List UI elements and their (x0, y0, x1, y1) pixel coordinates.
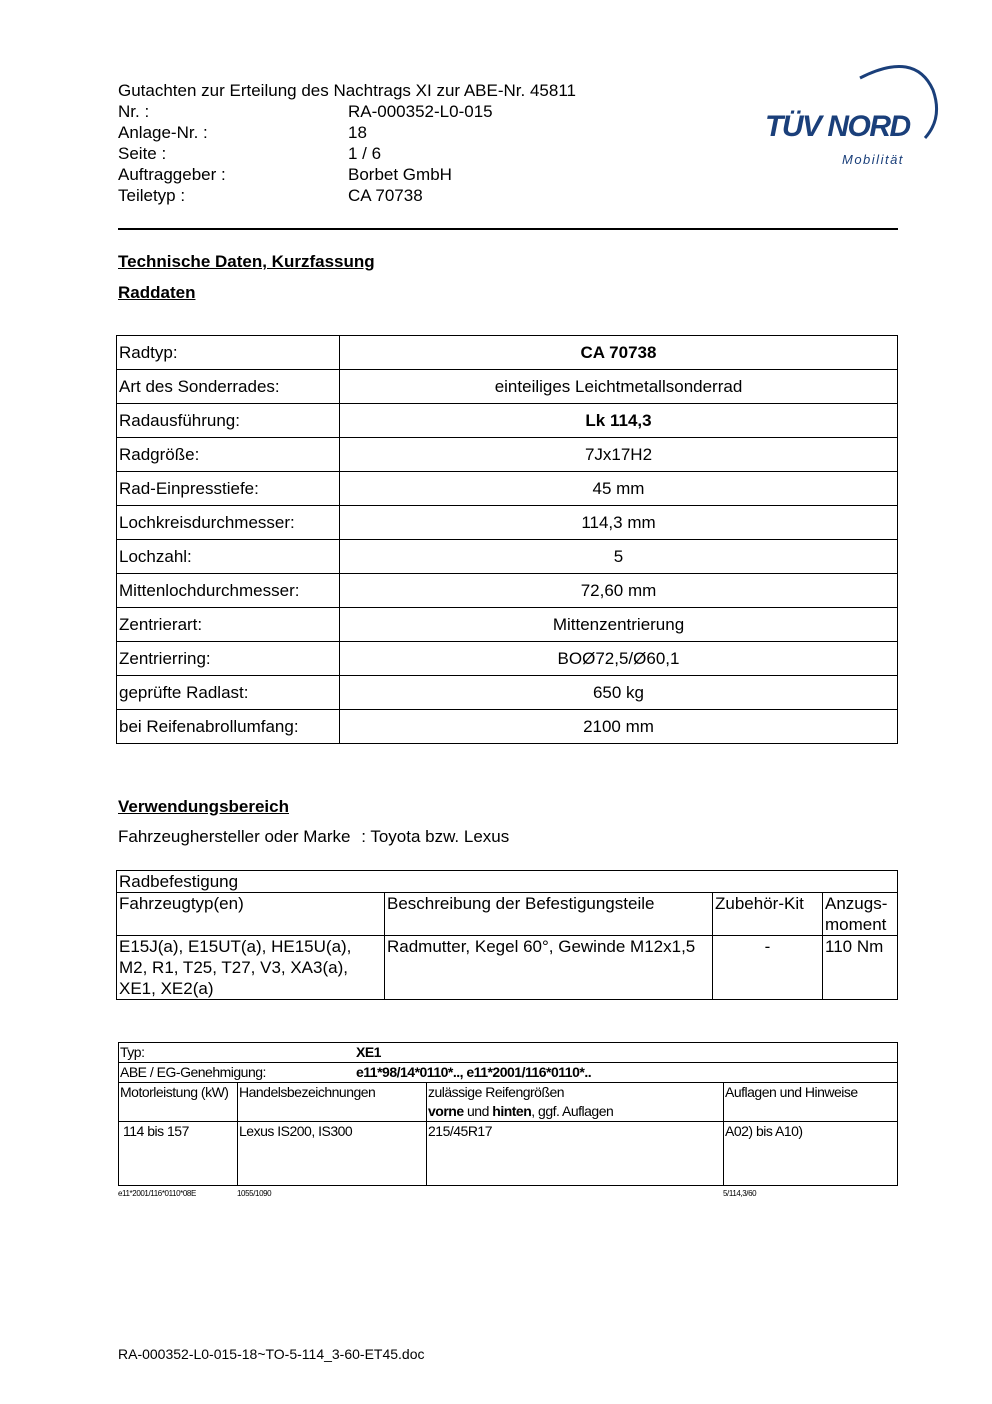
table-row (117, 540, 898, 574)
reifen-hinten: hinten (492, 1103, 532, 1119)
column-header: Auflagen und Hinweise (724, 1083, 898, 1122)
typ-label: Typ: (120, 1044, 145, 1060)
fahrzeugtypen-cell: E15J(a), E15UT(a), HE15U(a), M2, R1, T25, T27, V3, XA3(a), XE1, XE2(a) (117, 936, 385, 1000)
verwendung-title: Verwendungsbereich (118, 797, 289, 816)
row-value: 650 kg (340, 676, 898, 710)
header-row-auftraggeber (118, 164, 576, 185)
header-label: Anlage-Nr. : (118, 123, 208, 142)
row-value: Mittenzentrierung (340, 608, 898, 642)
abe-value: e11*98/14*0110*.., e11*2001/116*0110*.. (356, 1064, 592, 1080)
header-value: CA 70738 (348, 186, 423, 205)
row-value: Lk 114,3 (340, 404, 898, 438)
column-header: Anzugs-moment (823, 893, 898, 936)
typ-value: XE1 (356, 1044, 381, 1060)
reifen-header-line2 (428, 1102, 722, 1121)
row-label: Radausführung: (117, 404, 340, 438)
abe-row (119, 1063, 898, 1083)
typ-row (119, 1043, 898, 1063)
row-label: Zentrierring: (117, 642, 340, 676)
small-code-load: 1055/1090 (237, 1189, 272, 1198)
abe-label: ABE / EG-Genehmigung: (120, 1064, 266, 1080)
row-value: BOØ72,5/Ø60,1 (340, 642, 898, 676)
column-header: Handelsbezeichnungen (238, 1083, 427, 1122)
column-header: Beschreibung der Befestigungsteile (385, 893, 713, 936)
row-label: Mittenlochdurchmesser: (117, 574, 340, 608)
section-title: Technische Daten, Kurzfassung (118, 252, 375, 271)
kit-cell: - (713, 936, 823, 1000)
logo-wordmark: TÜV NORD (765, 110, 910, 143)
typ-table (118, 1042, 898, 1186)
row-value: 114,3 mm (340, 506, 898, 540)
row-value: CA 70738 (340, 336, 898, 370)
table-row (117, 608, 898, 642)
table-row (117, 370, 898, 404)
logo-subtitle: Mobilität (842, 152, 904, 167)
table-row (117, 936, 898, 1000)
hersteller-label: Fahrzeughersteller oder Marke (118, 827, 351, 846)
row-value: 7Jx17H2 (340, 438, 898, 472)
row-label: Zentrierart: (117, 608, 340, 642)
table-header-row (117, 893, 898, 936)
small-code-pcd: 5/114,3/60 (723, 1189, 757, 1198)
reifen-und: und (463, 1103, 493, 1119)
table-row (117, 574, 898, 608)
table-row (119, 1122, 898, 1186)
auflagen-cell: A02) bis A10) (724, 1122, 898, 1186)
beschreibung-cell: Radmutter, Kegel 60°, Gewinde M12x1,5 (385, 936, 713, 1000)
column-header: Motorleistung (kW) (119, 1083, 238, 1122)
moment-cell: 110 Nm (823, 936, 898, 1000)
reifen-header-line1: zulässige Reifengrößen (428, 1084, 565, 1100)
header-value: RA-000352-L0-015 (348, 102, 493, 121)
table-row (117, 404, 898, 438)
table-row (117, 438, 898, 472)
row-label: Radtyp: (117, 336, 340, 370)
raddaten-title: Raddaten (118, 283, 196, 302)
table-row (119, 1043, 898, 1063)
header-divider (118, 228, 898, 230)
hersteller-line (118, 827, 509, 847)
header-row-teiletyp (118, 185, 576, 206)
motor-cell: 114 bis 157 (119, 1122, 238, 1186)
table-row (117, 676, 898, 710)
row-label: Radgröße: (117, 438, 340, 472)
row-value: einteiliges Leichtmetallsonderrad (340, 370, 898, 404)
table-row (117, 506, 898, 540)
header-label: Auftraggeber : (118, 165, 226, 184)
table-row (117, 472, 898, 506)
column-header: Zubehör-Kit (713, 893, 823, 936)
row-label: Lochkreisdurchmesser: (117, 506, 340, 540)
header-value: 1 / 6 (348, 144, 382, 163)
reifen-vorne: vorne (428, 1103, 464, 1119)
row-label: Lochzahl: (117, 540, 340, 574)
row-label: Art des Sonderrades: (117, 370, 340, 404)
header-label: Seite : (118, 144, 167, 163)
document-title: Gutachten zur Erteilung des Nachtrags XI zur ABE-Nr. 45811 (118, 81, 576, 100)
reifen-rest: , ggf. Auflagen (531, 1103, 614, 1119)
table-header-row (119, 1083, 898, 1122)
table-row (117, 871, 898, 893)
reifen-cell: 215/45R17 (427, 1122, 724, 1186)
row-label: bei Reifenabrollumfang: (117, 710, 340, 744)
raddaten-table (116, 335, 898, 744)
table-row (117, 642, 898, 676)
small-code-ec: e11*2001/116*0110*08E (118, 1189, 196, 1198)
table-row (117, 336, 898, 370)
document-header (118, 80, 576, 206)
befestigung-title: Radbefestigung (117, 871, 898, 893)
table-row (119, 1063, 898, 1083)
befestigung-table (116, 870, 898, 1000)
header-row-nr (118, 101, 576, 122)
row-label: geprüfte Radlast: (117, 676, 340, 710)
header-label: Teiletyp : (118, 186, 186, 205)
footer-filename: RA-000352-L0-015-18~TO-5-114_3-60-ET45.doc (118, 1346, 425, 1362)
header-label: Nr. : (118, 102, 150, 121)
header-value: Borbet GmbH (348, 165, 452, 184)
row-label: Rad-Einpresstiefe: (117, 472, 340, 506)
row-value: 2100 mm (340, 710, 898, 744)
hersteller-value: : Toyota bzw. Lexus (361, 827, 510, 846)
column-header: Fahrzeugtyp(en) (117, 893, 385, 936)
row-value: 45 mm (340, 472, 898, 506)
tuv-nord-logo (765, 60, 945, 172)
row-value: 5 (340, 540, 898, 574)
row-value: 72,60 mm (340, 574, 898, 608)
table-row (117, 710, 898, 744)
header-value: 18 (348, 123, 367, 142)
column-header-reifen (427, 1083, 724, 1122)
header-row-seite (118, 143, 576, 164)
handel-cell: Lexus IS200, IS300 (238, 1122, 427, 1186)
header-row-anlage (118, 122, 576, 143)
